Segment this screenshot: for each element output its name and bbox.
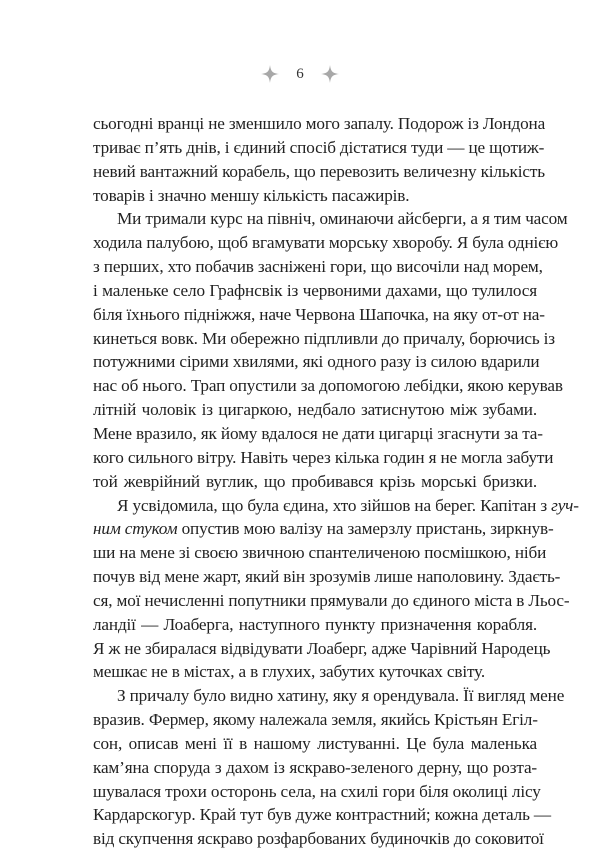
text-line: Кардарскогур. Край тут був дуже контрастний; кожна деталь — <box>93 805 551 825</box>
text-line: З причалу було видно хатину, яку я орендувала. Її вигляд мене <box>117 686 565 706</box>
text-line: кам’яна споруда з дахом із яскраво-зеленого дерну, що розта- <box>93 757 537 777</box>
text-line: Я ж не збиралася відвідувати Лоаберг, адже Чарівний Народець <box>93 638 551 658</box>
text-line <box>93 517 554 541</box>
text-line: той жеврійний вуглик, що пробивався крізь морські бризки. <box>93 471 537 491</box>
text-line: і маленьке село Графнсвік із червоними дахами, що тулилося <box>93 280 537 300</box>
text-run: опустив мою валізу на замерзлу пристань, зиркнув- <box>181 519 554 539</box>
body-text <box>93 112 579 851</box>
four-point-star-icon <box>260 64 280 84</box>
text-line: від скупчення яскраво розфарбованих будиночків до соковитої <box>93 829 544 849</box>
paragraph <box>93 494 579 685</box>
text-line: вразив. Фермер, якому належала земля, якийсь Крістьян Егіл- <box>93 710 538 730</box>
italic-text: гуч- <box>551 495 579 515</box>
text-line: нас об нього. Трап опустили за допомогою лебідки, якою керував <box>93 376 563 396</box>
page-number: 6 <box>296 66 304 82</box>
text-line: почув від мене жарт, який він зрозумів лише наполовину. Здаєть- <box>93 567 561 587</box>
text-line: товарів і значно меншу кількість пасажирів. <box>93 185 410 205</box>
text-line: біля їхнього підніжжя, наче Червона Шапочка, на яку от-от на- <box>93 304 545 324</box>
text-line: сьогодні вранці не зменшило мого запалу. Подорож із Лондона <box>93 114 546 133</box>
paragraph <box>93 112 546 207</box>
text-line: потужними сірими хвилями, які одного разу із силою вдарили <box>93 352 540 372</box>
text-line: сон, описав мені її в нашому листуванні. Це була маленька <box>93 733 537 753</box>
page-header <box>0 62 600 86</box>
paragraph <box>93 207 568 493</box>
text-line: кинеться вовк. Ми обережно підпливли до причалу, борючись із <box>93 328 555 348</box>
paragraph <box>93 684 565 851</box>
italic-text: ним стуком <box>93 519 178 539</box>
text-run: Я усвідомила, що була єдина, хто зійшов на берег. Капітан з <box>117 495 552 515</box>
text-line: ся, мої нечисленні попутники прямували до єдиного міста в Льос- <box>93 590 570 610</box>
text-line: літній чоловік із цигаркою, недбало затиснутою між зубами. <box>93 400 537 420</box>
text-line: з перших, хто побачив засніжені гори, що височіли над морем, <box>93 257 543 277</box>
text-line: Мене вразило, як йому вдалося не дати цигарці згаснути за та- <box>93 423 543 443</box>
text-line: невий вантажний корабель, що перевозить величезну кількість <box>93 161 545 181</box>
four-point-star-icon <box>320 64 340 84</box>
text-line: ходила палубою, щоб вгамувати морську хворобу. Я була однією <box>93 233 559 253</box>
text-line: ландії — Лоаберга, наступного пункту призначення корабля. <box>93 614 537 634</box>
text-line: Ми тримали курс на північ, оминаючи айсберги, а я тим часом <box>117 209 568 229</box>
text-line: триває п’ять днів, і єдиний спосіб дістатися туди — це щотиж- <box>93 137 545 157</box>
text-line: мешкає не в містах, а в глухих, забутих куточках світу. <box>93 662 485 682</box>
text-line: кого сильного вітру. Навіть через кілька годин я не могла забути <box>93 447 554 467</box>
text-line <box>93 494 579 518</box>
text-line: шувалася трохи осторонь села, на схилі гори біля околиці лісу <box>93 781 541 801</box>
text-line: ши на мене зі своєю звичною спантеличеною посмішкою, ніби <box>93 543 547 563</box>
